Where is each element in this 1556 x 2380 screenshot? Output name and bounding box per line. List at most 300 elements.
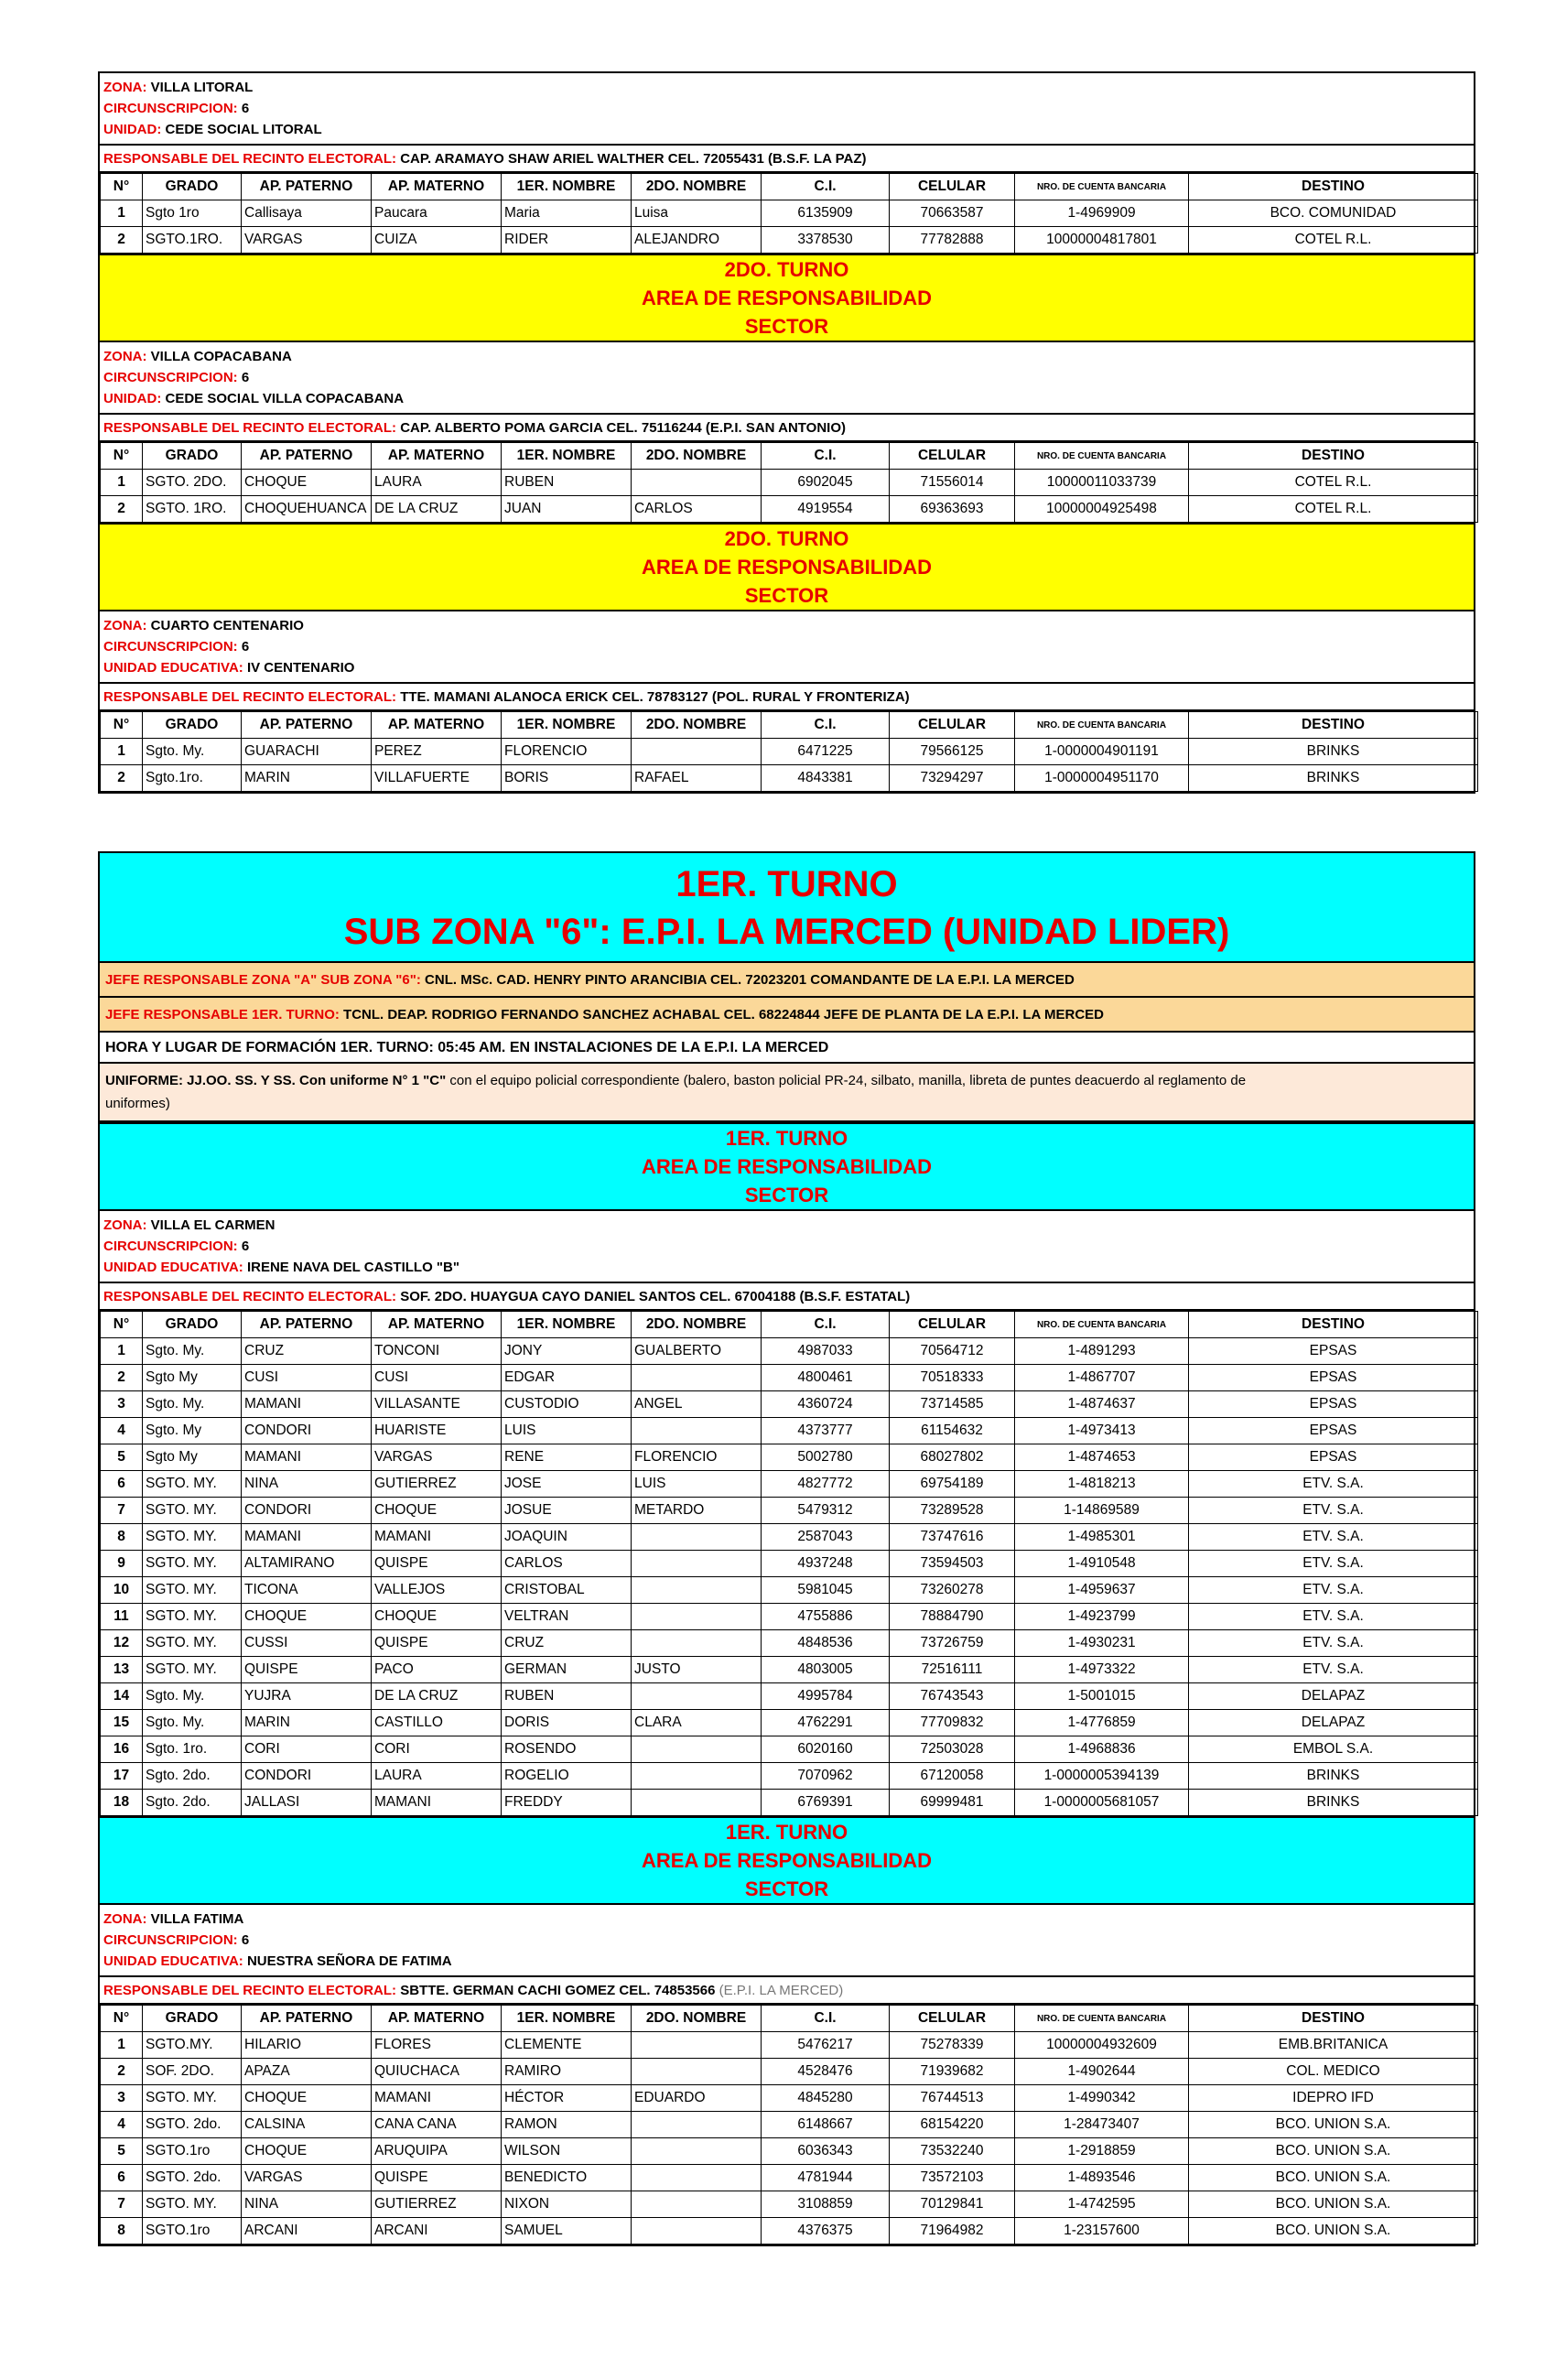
table-cell: 73260278 [890,1577,1015,1604]
table-cell: CHOQUEHUANCA [242,496,372,523]
table-cell: 1-0000004951170 [1015,765,1189,792]
column-header: 2DO. NOMBRE [632,712,762,739]
column-header: NRO. DE CUENTA BANCARIA [1015,443,1189,470]
table-cell: 14 [101,1683,143,1710]
table-cell: ALEJANDRO [632,227,762,254]
table-cell: SGTO. 1RO. [143,496,242,523]
column-header: AP. MATERNO [372,174,502,200]
table-cell: 4827772 [762,1471,890,1498]
responsable-value: CAP. ARAMAYO SHAW ARIEL WALTHER CEL. 72055431 (B.S.F. LA PAZ) [400,151,867,167]
table-cell: DORIS [502,1710,632,1736]
column-header: AP. MATERNO [372,2006,502,2032]
table-row [101,1498,1478,1524]
table-cell: 2 [101,2059,143,2085]
table-cell: LUIS [502,1418,632,1444]
table-cell: EPSAS [1189,1338,1478,1365]
table-cell [632,1365,762,1391]
table-cell: SGTO. MY. [143,1657,242,1683]
unidad-label: UNIDAD EDUCATIVA: [103,660,243,676]
table-row [101,1551,1478,1577]
table-cell: 4800461 [762,1365,890,1391]
table-cell: 1-4985301 [1015,1524,1189,1551]
table-cell: 1-4874653 [1015,1444,1189,1471]
table-cell [632,1551,762,1577]
table-cell: ANGEL [632,1391,762,1418]
zona-label: ZONA: [103,618,147,633]
table-cell: SGTO. MY. [143,1577,242,1604]
table-cell: Paucara [372,200,502,227]
table-cell: CHOQUE [242,2138,372,2165]
column-header: NRO. DE CUENTA BANCARIA [1015,1312,1189,1338]
circ-line [103,636,1470,657]
responsable-label: RESPONSABLE DEL RECINTO ELECTORAL: [103,151,397,167]
circ-label: CIRCUNSCRIPCION: [103,101,238,116]
table-cell: SGTO. MY. [143,1630,242,1657]
table-row [101,1657,1478,1683]
table-cell: Sgto My [143,1365,242,1391]
table-cell: FREDDY [502,1790,632,1816]
table-cell: 7 [101,2191,143,2218]
responsable-label: RESPONSABLE DEL RECINTO ELECTORAL: [103,689,397,705]
personnel-table [100,173,1478,254]
table-cell: QUISPE [372,2165,502,2191]
table-row [101,2032,1478,2059]
circ-line [103,1236,1470,1257]
band-line: 1ER. TURNO [725,1821,848,1844]
column-header: CELULAR [890,1312,1015,1338]
responsable-row [100,146,1474,173]
table-cell: 1-2918859 [1015,2138,1189,2165]
unidad-line [103,1951,1470,1972]
column-header: C.I. [762,1312,890,1338]
table-cell: 17 [101,1763,143,1790]
table-cell: 6769391 [762,1790,890,1816]
zone-header [100,611,1474,684]
table-cell: CUSI [242,1365,372,1391]
unidad-value: CEDE SOCIAL LITORAL [165,122,322,137]
table-cell: MAMANI [372,1790,502,1816]
table-cell: BCO. UNION S.A. [1189,2138,1478,2165]
table-header-row [101,174,1478,200]
table-cell: SGTO.1ro [143,2138,242,2165]
uniforme-row [100,1064,1474,1122]
table-cell: SGTO. MY. [143,1524,242,1551]
table-cell: QUIUCHACA [372,2059,502,2085]
table-cell: VARGAS [242,227,372,254]
table-cell: 8 [101,1524,143,1551]
band-line: SECTOR [744,1877,829,1900]
jefe-turno-row [100,998,1474,1033]
table-cell: 1-4968836 [1015,1736,1189,1763]
table-cell: COTEL R.L. [1189,470,1478,496]
table-cell: QUISPE [372,1630,502,1657]
table-cell: DE LA CRUZ [372,1683,502,1710]
table-cell: SGTO. MY. [143,1604,242,1630]
table-row [101,227,1478,254]
unidad-line [103,1257,1470,1278]
unidad-line [103,657,1470,678]
table-cell: 73747616 [890,1524,1015,1551]
circ-value: 6 [241,639,250,654]
column-header: 1ER. NOMBRE [502,443,632,470]
table-cell: EPSAS [1189,1444,1478,1471]
table-cell: BORIS [502,765,632,792]
table-cell [632,2165,762,2191]
table-row [101,2138,1478,2165]
column-header: AP. MATERNO [372,712,502,739]
band-line: 2DO. TURNO [724,258,849,281]
table-cell: BCO. UNION S.A. [1189,2165,1478,2191]
table-cell: BCO. UNION S.A. [1189,2112,1478,2138]
table-cell: 73594503 [890,1551,1015,1577]
circ-line [103,98,1470,119]
table-cell [632,1683,762,1710]
table-cell [632,1736,762,1763]
table-cell: SGTO. MY. [143,1498,242,1524]
table-cell: CALSINA [242,2112,372,2138]
table-cell: IDEPRO IFD [1189,2085,1478,2112]
personnel-table [100,2005,1478,2245]
band-line: 1ER. TURNO [725,1127,848,1150]
table-row [101,470,1478,496]
table-cell: PACO [372,1657,502,1683]
table-cell: 4937248 [762,1551,890,1577]
table-cell: VILLAFUERTE [372,765,502,792]
table-cell: 73714585 [890,1391,1015,1418]
table-row [101,200,1478,227]
table-cell: 4373777 [762,1418,890,1444]
table-cell: ETV. S.A. [1189,1524,1478,1551]
table-cell: SGTO.MY. [143,2032,242,2059]
table-cell: 4376375 [762,2218,890,2245]
table-row [101,1444,1478,1471]
table-cell [632,1418,762,1444]
unidad-value: IV CENTENARIO [246,660,355,676]
table-cell: 4360724 [762,1391,890,1418]
table-cell: 4803005 [762,1657,890,1683]
table-cell: 1-0000005681057 [1015,1790,1189,1816]
table-cell: RUBEN [502,470,632,496]
table-cell: 5002780 [762,1444,890,1471]
table-cell: 6471225 [762,739,890,765]
table-cell: CORI [372,1736,502,1763]
table-cell: 73726759 [890,1630,1015,1657]
jefe-turno-text: TCNL. DEAP. RODRIGO FERNANDO SANCHEZ ACHABAL CEL. 68224844 JEFE DE PLANTA DE LA E.P.I. LA MERCED [343,1007,1105,1022]
column-header: DESTINO [1189,712,1478,739]
table-cell: CASTILLO [372,1710,502,1736]
circ-label: CIRCUNSCRIPCION: [103,1239,238,1254]
unidad-label: UNIDAD EDUCATIVA: [103,1953,243,1969]
table-cell: Sgto 1ro [143,200,242,227]
column-header: AP. MATERNO [372,443,502,470]
column-header: AP. PATERNO [242,1312,372,1338]
table-cell: RUBEN [502,1683,632,1710]
table-cell: 1 [101,2032,143,2059]
circ-label: CIRCUNSCRIPCION: [103,639,238,654]
sub-zone-title [100,853,1474,963]
column-header: C.I. [762,174,890,200]
table-cell: Sgto. My. [143,739,242,765]
table-cell: 1 [101,200,143,227]
column-header: GRADO [143,1312,242,1338]
table-cell: 18 [101,1790,143,1816]
responsable-label: RESPONSABLE DEL RECINTO ELECTORAL: [103,420,397,436]
turno-band [100,254,1474,342]
table-cell: 1-4930231 [1015,1630,1189,1657]
column-header: DESTINO [1189,443,1478,470]
table-cell: SGTO. MY. [143,2191,242,2218]
table-cell: VALLEJOS [372,1577,502,1604]
zona-line [103,615,1470,636]
table-cell: CRUZ [502,1630,632,1657]
table-cell: CHOQUE [242,2085,372,2112]
table-cell: 11 [101,1604,143,1630]
table-cell: 70129841 [890,2191,1015,2218]
title-subzona: SUB ZONA "6": E.P.I. LA MERCED (UNIDAD LIDER) [343,912,1230,952]
column-header: 2DO. NOMBRE [632,2006,762,2032]
table-cell: BENEDICTO [502,2165,632,2191]
table-cell: 73572103 [890,2165,1015,2191]
table-cell: 3 [101,1391,143,1418]
table-cell: 77782888 [890,227,1015,254]
table-row [101,1683,1478,1710]
table-cell: ETV. S.A. [1189,1498,1478,1524]
responsable-label: RESPONSABLE DEL RECINTO ELECTORAL: [103,1289,397,1304]
table-cell: TONCONI [372,1338,502,1365]
table-cell: RAMON [502,2112,632,2138]
column-header: 2DO. NOMBRE [632,174,762,200]
table-cell: QUISPE [242,1657,372,1683]
jefe-zona-label: JEFE RESPONSABLE ZONA "A" SUB ZONA "6": [105,972,421,988]
table-cell: 3 [101,2085,143,2112]
table-cell [632,470,762,496]
table-cell: BCO. UNION S.A. [1189,2191,1478,2218]
table-cell: 1-5001015 [1015,1683,1189,1710]
table-cell: CUSSI [242,1630,372,1657]
table-cell: BCO. UNION S.A. [1189,2218,1478,2245]
table-row [101,1418,1478,1444]
table-cell: CHOQUE [372,1498,502,1524]
table-cell: 1 [101,470,143,496]
turno-band [100,1816,1474,1905]
table-cell: 5 [101,1444,143,1471]
table-cell: SGTO. MY. [143,1471,242,1498]
table-cell: 1-4776859 [1015,1710,1189,1736]
table-cell: 10000011033739 [1015,470,1189,496]
table-row [101,1577,1478,1604]
table-cell: RENE [502,1444,632,1471]
table-row [101,1524,1478,1551]
table-cell: Sgto.1ro. [143,765,242,792]
zona-value: VILLA COPACABANA [150,349,292,364]
circ-value: 6 [241,1239,250,1254]
column-header: CELULAR [890,443,1015,470]
table-cell [632,2218,762,2245]
table-cell: 7 [101,1498,143,1524]
zona-value: CUARTO CENTENARIO [150,618,304,633]
band-line: AREA DE RESPONSABILIDAD [642,1849,932,1872]
table-row [101,1790,1478,1816]
table-cell: MAMANI [242,1524,372,1551]
table-cell: BRINKS [1189,765,1478,792]
responsable-row [100,684,1474,711]
circ-line [103,367,1470,388]
table-cell: COTEL R.L. [1189,496,1478,523]
table-cell: EPSAS [1189,1391,1478,1418]
table-cell: FLORES [372,2032,502,2059]
table-cell: 10000004932609 [1015,2032,1189,2059]
column-header: NRO. DE CUENTA BANCARIA [1015,2006,1189,2032]
table-cell: BRINKS [1189,1790,1478,1816]
table-cell: 5479312 [762,1498,890,1524]
table-cell: 6148667 [762,2112,890,2138]
table-cell: Maria [502,200,632,227]
table-cell: GUARACHI [242,739,372,765]
zona-value: VILLA LITORAL [150,80,254,95]
table-cell: Luisa [632,200,762,227]
table-cell: SGTO.1RO. [143,227,242,254]
table-cell: 16 [101,1736,143,1763]
table-cell: JONY [502,1338,632,1365]
table-cell: 1-4893546 [1015,2165,1189,2191]
unidad-line [103,119,1470,140]
zone-header [100,1211,1474,1283]
table-cell: Sgto My [143,1444,242,1471]
table-cell: HILARIO [242,2032,372,2059]
table-cell: Sgto. My. [143,1338,242,1365]
table-cell: 2 [101,1365,143,1391]
table-cell: 6020160 [762,1736,890,1763]
table-cell: 1 [101,1338,143,1365]
table-cell: BRINKS [1189,739,1478,765]
table-cell: 71939682 [890,2059,1015,2085]
table-cell: MARIN [242,1710,372,1736]
table-header-row [101,712,1478,739]
table-cell: JALLASI [242,1790,372,1816]
zone-header [100,73,1474,146]
table-cell: 1-4990342 [1015,2085,1189,2112]
band-line: AREA DE RESPONSABILIDAD [642,556,932,579]
table-cell [632,2059,762,2085]
table-cell: 5476217 [762,2032,890,2059]
table-cell: WILSON [502,2138,632,2165]
table-row [101,765,1478,792]
column-header: GRADO [143,443,242,470]
table-cell: 67120058 [890,1763,1015,1790]
table-cell: 68027802 [890,1444,1015,1471]
table-cell: JUSTO [632,1657,762,1683]
table-cell: VARGAS [242,2165,372,2191]
table-cell: NIXON [502,2191,632,2218]
table-cell: CARLOS [632,496,762,523]
table-cell: 4995784 [762,1683,890,1710]
table-cell: ALTAMIRANO [242,1551,372,1577]
uniforme-text-2: uniformes) [105,1096,170,1111]
table-cell: DELAPAZ [1189,1710,1478,1736]
table-cell [632,1577,762,1604]
table-cell: 10000004817801 [1015,227,1189,254]
table-cell: 15 [101,1710,143,1736]
table-header-row [101,443,1478,470]
table-cell: MAMANI [242,1444,372,1471]
lower-blocks [100,1122,1474,2245]
band-line: SECTOR [744,315,829,338]
zone-header [100,1905,1474,1977]
circ-line [103,1930,1470,1951]
column-header: GRADO [143,174,242,200]
table-cell: 1-4818213 [1015,1471,1189,1498]
table-cell: BRINKS [1189,1763,1478,1790]
table-cell: TICONA [242,1577,372,1604]
table-cell: 5 [101,2138,143,2165]
column-header: NRO. DE CUENTA BANCARIA [1015,712,1189,739]
table-cell: 61154632 [890,1418,1015,1444]
zone-header [100,342,1474,415]
table-row [101,2218,1478,2245]
title-turno: 1ER. TURNO [675,864,898,904]
table-row [101,1763,1478,1790]
column-header: 1ER. NOMBRE [502,712,632,739]
table-cell: 72516111 [890,1657,1015,1683]
table-cell: CHOQUE [242,470,372,496]
table-cell: RIDER [502,227,632,254]
table-cell: CHOQUE [242,1604,372,1630]
table-cell: CHOQUE [372,1604,502,1630]
circ-label: CIRCUNSCRIPCION: [103,1932,238,1948]
table-row [101,2112,1478,2138]
table-cell: ETV. S.A. [1189,1604,1478,1630]
table-row [101,1365,1478,1391]
table-cell: GUTIERREZ [372,2191,502,2218]
table-cell: 1-4923799 [1015,1604,1189,1630]
table-cell: 4 [101,1418,143,1444]
zona-label: ZONA: [103,1217,147,1233]
table-cell: 1-14869589 [1015,1498,1189,1524]
table-cell: 1-4969909 [1015,200,1189,227]
table-row [101,1736,1478,1763]
table-cell: EDGAR [502,1365,632,1391]
table-cell [632,1763,762,1790]
table-cell: SGTO.1ro [143,2218,242,2245]
table-cell: 2 [101,227,143,254]
column-header: 2DO. NOMBRE [632,443,762,470]
table-cell: CONDORI [242,1498,372,1524]
column-header: AP. PATERNO [242,443,372,470]
table-cell: 13 [101,1657,143,1683]
table-cell: LAURA [372,470,502,496]
table-cell: CRISTOBAL [502,1577,632,1604]
responsable-label: RESPONSABLE DEL RECINTO ELECTORAL: [103,1983,397,1998]
column-header: C.I. [762,2006,890,2032]
column-header: C.I. [762,443,890,470]
table-cell: 4 [101,2112,143,2138]
table-cell: 76743543 [890,1683,1015,1710]
table-cell: Sgto. 1ro. [143,1736,242,1763]
unidad-label: UNIDAD EDUCATIVA: [103,1260,243,1275]
table-cell: JOSUE [502,1498,632,1524]
table-cell: 69363693 [890,496,1015,523]
table-cell: 12 [101,1630,143,1657]
responsable-value: SBTTE. GERMAN CACHI GOMEZ CEL. 74853566 [400,1983,716,1998]
table-cell: Callisaya [242,200,372,227]
table-cell: 1-4973413 [1015,1418,1189,1444]
table-cell: 70518333 [890,1365,1015,1391]
table-cell: EDUARDO [632,2085,762,2112]
unidad-value: NUESTRA SEÑORA DE FATIMA [246,1953,452,1969]
table-cell: 68154220 [890,2112,1015,2138]
table-cell: 1-4910548 [1015,1551,1189,1577]
table-row [101,2059,1478,2085]
